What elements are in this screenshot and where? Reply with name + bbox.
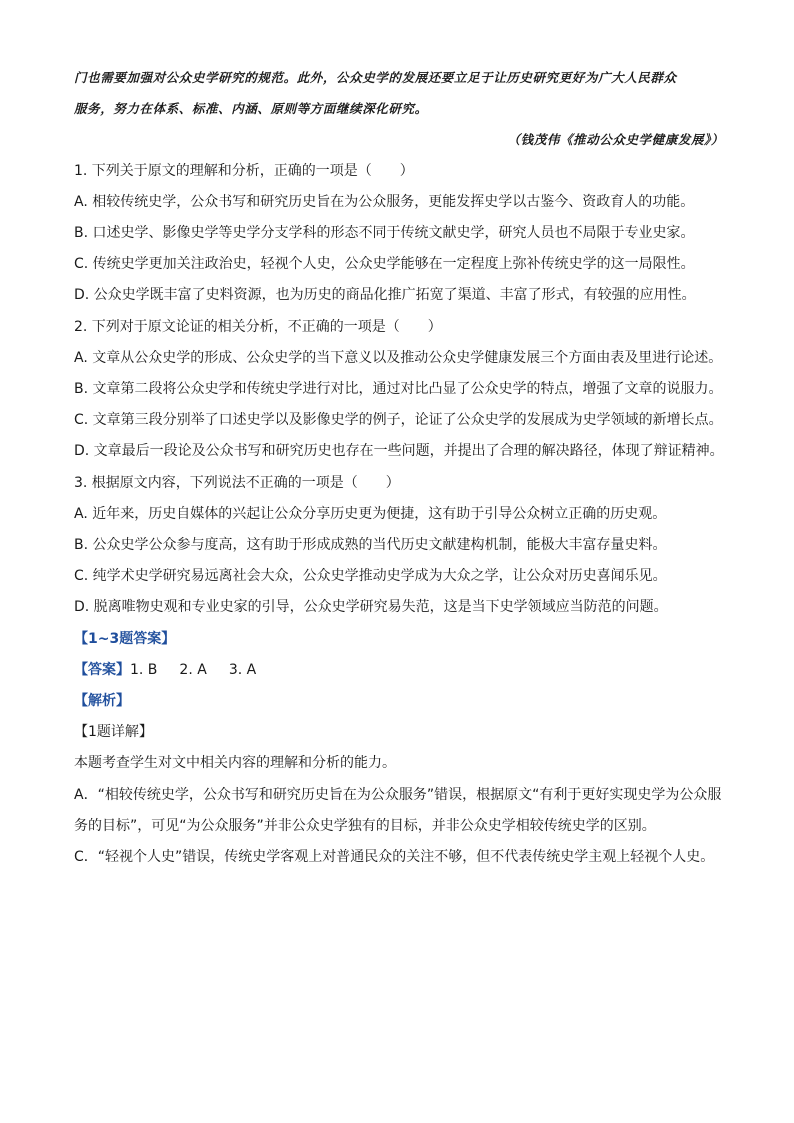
question-option: C. 文章第三段分别举了口述史学以及影像史学的例子，论证了公众史学的发展成为史学领域的新增长点。 bbox=[74, 412, 723, 429]
question-option: B. 公众史学公众参与度高，这有助于形成成熟的当代历史文献建构机制，能极大丰富存量史料。 bbox=[74, 537, 667, 554]
passage-source: （钱茂伟《推动公众史学健康发展》） bbox=[507, 132, 724, 148]
question-option: D. 文章最后一段论及公众书写和研究历史也存在一些问题，并提出了合理的解决路径，体现了辩证精神。 bbox=[74, 443, 724, 460]
passage-line: 门也需要加强对公众史学研究的规范。此外，公众史学的发展还要立足于让历史研究更好为广大人民群众 bbox=[74, 70, 677, 85]
question-option: B. 口述史学、影像史学等史学分支学科的形态不同于传统文献史学，研究人员也不局限于专业史家。 bbox=[74, 225, 695, 242]
question-option: C. 传统史学更加关注政治史，轻视个人史，公众史学能够在一定程度上弥补传统史学的这一局限性。 bbox=[74, 256, 695, 273]
question-stem: 1. 下列关于原文的理解和分析，正确的一项是（ ） bbox=[74, 162, 414, 179]
question-option: D. 脱离唯物史观和专业史家的引导，公众史学研究易失范，这是当下史学领域应当防范的问题。 bbox=[74, 599, 668, 616]
question-stem: 3. 根据原文内容，下列说法不正确的一项是（ ） bbox=[74, 474, 400, 491]
answer-heading: 【1~3题答案】 bbox=[74, 630, 176, 647]
answer-row bbox=[74, 655, 724, 686]
answer-3: 3. A bbox=[228, 661, 257, 678]
detail-intro: 本题考查学生对文中相关内容的理解和分析的能力。 bbox=[74, 755, 396, 772]
question-option: A. 文章从公众史学的形成、公众史学的当下意义以及推动公众史学健康发展三个方面由表及里进行论述。 bbox=[74, 349, 723, 366]
detail-label: 【1题详解】 bbox=[74, 724, 153, 741]
question-option: A. 近年来，历史自媒体的兴起让公众分享历史更为便捷，这有助于引导公众树立正确的历史观。 bbox=[74, 505, 667, 522]
answer-label: 【答案】 bbox=[74, 661, 130, 678]
question-option: A. 相较传统史学，公众书写和研究历史旨在为公众服务，更能发挥史学以古鉴今、资政育人的功能。 bbox=[74, 193, 695, 210]
document-page bbox=[74, 62, 724, 873]
detail-c: C．“轻视个人史”错误，传统史学客观上对普通民众的关注不够，但不代表传统史学主观上轻视个人史。 bbox=[74, 849, 715, 866]
passage-line: 服务，努力在体系、标准、内涵、原则等方面继续深化研究。 bbox=[74, 101, 428, 117]
analysis-label: 【解析】 bbox=[74, 693, 130, 710]
answer-1: 1. B bbox=[130, 661, 158, 678]
question-option: B. 文章第二段将公众史学和传统史学进行对比，通过对比凸显了公众史学的特点，增强了文章的说服力。 bbox=[74, 381, 723, 398]
question-option: C. 纯学术史学研究易远离社会大众，公众史学推动史学成为大众之学，让公众对历史喜闻乐见。 bbox=[74, 568, 667, 585]
question-stem: 2. 下列对于原文论证的相关分析，不正确的一项是（ ） bbox=[74, 318, 442, 335]
answer-2: 2. A bbox=[179, 661, 207, 678]
question-option: D. 公众史学既丰富了史料资源，也为历史的商品化推广拓宽了渠道、丰富了形式，有较强的应用性。 bbox=[74, 287, 696, 304]
detail-a: A．“相较传统史学，公众书写和研究历史旨在为公众服务”错误，根据原文“有利于更好实现史学为公众服务的目标”，可见“为公众服务”并非公众史学独有的目标，并非公众史学相较传统史学的区别。 bbox=[74, 786, 722, 834]
